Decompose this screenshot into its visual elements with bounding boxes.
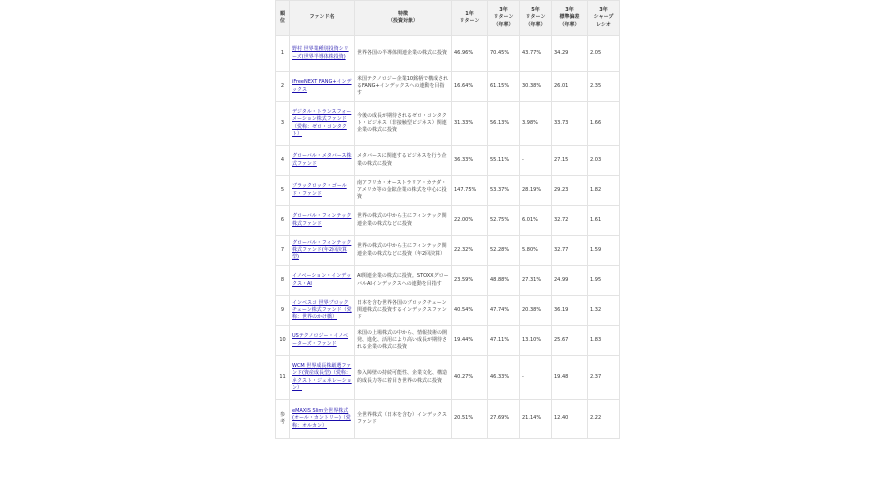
return-5y-cell: - — [520, 356, 552, 400]
return-3y-cell: 61.15% — [488, 72, 520, 102]
feature-cell: 全世界株式（日本を含む）インデックスファンド — [355, 400, 452, 439]
sharpe-3y-cell: 1.95 — [588, 266, 620, 296]
feature-cell: 世界の株式の中から主にフィンテック関連企業の株式などに投資（年2回決算） — [355, 236, 452, 266]
return-5y-cell: 20.38% — [520, 296, 552, 326]
feature-cell: 今後の成長が期待されるゼロ・コンタクト・ビジネス（非接触型ビジネス）関連企業の株式に投資 — [355, 102, 452, 146]
table-header-row — [276, 1, 620, 36]
return-5y-cell: 28.19% — [520, 176, 552, 206]
fund-name-link[interactable]: USテクノロジー・イノベーターズ・ファンド — [290, 326, 355, 356]
rank-cell: 5 — [276, 176, 290, 206]
fund-name-link[interactable]: グローバル・フィンテック株式ファンド(年2回決算型) — [290, 236, 355, 266]
fund-name-link[interactable]: グローバル・フィンテック株式ファンド — [290, 206, 355, 236]
sharpe-3y-cell: 2.03 — [588, 146, 620, 176]
feature-cell: 南アフリカ・オーストラリア・カナダ・アメリカ等の金鉱企業の株式を中心に投資 — [355, 176, 452, 206]
table-row — [276, 176, 620, 206]
stddev-3y-cell: 32.77 — [552, 236, 588, 266]
fund-ranking-table — [275, 0, 620, 439]
rank-cell: 3 — [276, 102, 290, 146]
table-row — [276, 356, 620, 400]
rank-cell: 9 — [276, 296, 290, 326]
sharpe-3y-cell: 1.82 — [588, 176, 620, 206]
rank-cell: 参考 — [276, 400, 290, 439]
fund-name-link[interactable]: iFreeNEXT FANG+インデックス — [290, 72, 355, 102]
rank-cell: 8 — [276, 266, 290, 296]
fund-name-link[interactable]: eMAXIS Slim全世界株式(オール・カントリー)（愛称：オルカン） — [290, 400, 355, 439]
return-5y-cell: 5.80% — [520, 236, 552, 266]
rank-cell: 1 — [276, 36, 290, 72]
return-3y-cell: 52.28% — [488, 236, 520, 266]
sharpe-3y-cell: 2.22 — [588, 400, 620, 439]
table-row — [276, 296, 620, 326]
rank-cell: 2 — [276, 72, 290, 102]
feature-cell: AI関連企業の株式に投資。STOXXグローバルAIインデックスへの連動を目指す — [355, 266, 452, 296]
stddev-3y-cell: 29.23 — [552, 176, 588, 206]
return-5y-cell: 13.10% — [520, 326, 552, 356]
stddev-3y-cell: 33.73 — [552, 102, 588, 146]
stddev-3y-cell: 26.01 — [552, 72, 588, 102]
table-row — [276, 36, 620, 72]
return-1y-cell: 31.33% — [452, 102, 488, 146]
table-row — [276, 326, 620, 356]
return-3y-cell: 46.33% — [488, 356, 520, 400]
return-5y-cell: 21.14% — [520, 400, 552, 439]
fund-ranking-table-container — [275, 0, 619, 439]
table-row — [276, 206, 620, 236]
fund-name-link[interactable]: ブラックロック・ゴールド・ファンド — [290, 176, 355, 206]
sharpe-3y-cell: 2.35 — [588, 72, 620, 102]
sharpe-3y-cell: 1.66 — [588, 102, 620, 146]
fund-name-link[interactable]: WCM 世界成長株厳選ファンド(資産成長型)（愛称：ネクスト・ジェネレーション） — [290, 356, 355, 400]
feature-cell: 世界の株式の中から主にフィンテック関連企業の株式などに投資 — [355, 206, 452, 236]
return-3y-cell: 70.45% — [488, 36, 520, 72]
return-1y-cell: 23.59% — [452, 266, 488, 296]
stddev-3y-cell: 32.72 — [552, 206, 588, 236]
return-1y-cell: 19.44% — [452, 326, 488, 356]
stddev-3y-cell: 12.40 — [552, 400, 588, 439]
header-rank: 順位 — [276, 1, 290, 36]
fund-name-link[interactable]: インベスコ 世界ブロックチェーン株式ファンド（愛称：世界のかけ橋） — [290, 296, 355, 326]
header-stddev-3y: 3年 標準偏差 （年率） — [552, 1, 588, 36]
return-1y-cell: 16.64% — [452, 72, 488, 102]
fund-name-link[interactable]: グローバル・メタバース株式ファンド — [290, 146, 355, 176]
header-return-1y: 1年 リターン — [452, 1, 488, 36]
return-3y-cell: 48.88% — [488, 266, 520, 296]
return-5y-cell: 6.01% — [520, 206, 552, 236]
header-return-5y: 5年 リターン （年率） — [520, 1, 552, 36]
stddev-3y-cell: 27.15 — [552, 146, 588, 176]
rank-cell: 7 — [276, 236, 290, 266]
return-3y-cell: 55.11% — [488, 146, 520, 176]
feature-cell: 日本を含む世界各国のブロックチェーン関連株式に投資するインデックスファンド — [355, 296, 452, 326]
sharpe-3y-cell: 1.61 — [588, 206, 620, 236]
return-3y-cell: 56.13% — [488, 102, 520, 146]
stddev-3y-cell: 34.29 — [552, 36, 588, 72]
return-5y-cell: - — [520, 146, 552, 176]
return-1y-cell: 40.27% — [452, 356, 488, 400]
sharpe-3y-cell: 2.37 — [588, 356, 620, 400]
return-1y-cell: 147.75% — [452, 176, 488, 206]
header-fund-name: ファンド名 — [290, 1, 355, 36]
return-1y-cell: 36.33% — [452, 146, 488, 176]
table-row — [276, 72, 620, 102]
feature-cell: 参入障壁の持続可能性、企業文化、構造的成長力等に着目き世界の株式に投資 — [355, 356, 452, 400]
header-feature: 特徴 （投資対象） — [355, 1, 452, 36]
return-5y-cell: 27.31% — [520, 266, 552, 296]
return-1y-cell: 22.00% — [452, 206, 488, 236]
rank-cell: 6 — [276, 206, 290, 236]
rank-cell: 10 — [276, 326, 290, 356]
table-row — [276, 146, 620, 176]
feature-cell: 米国テクノロジー企業10銘柄で構成されるFANG+インデックスへの連動を目指す — [355, 72, 452, 102]
fund-name-link[interactable]: 野村 世界業種別投資シリーズ(世界半導体株投資) — [290, 36, 355, 72]
rank-cell: 11 — [276, 356, 290, 400]
return-1y-cell: 40.54% — [452, 296, 488, 326]
return-3y-cell: 52.75% — [488, 206, 520, 236]
return-1y-cell: 46.96% — [452, 36, 488, 72]
return-3y-cell: 47.74% — [488, 296, 520, 326]
sharpe-3y-cell: 2.05 — [588, 36, 620, 72]
header-return-3y: 3年 リターン （年率） — [488, 1, 520, 36]
return-1y-cell: 20.51% — [452, 400, 488, 439]
return-3y-cell: 47.11% — [488, 326, 520, 356]
return-5y-cell: 43.77% — [520, 36, 552, 72]
header-sharpe-3y: 3年 シャープ レシオ — [588, 1, 620, 36]
feature-cell: 米国の上場株式の中から、情報技術の開発、進化、活用により高い成長が期待される企業の株式に投資 — [355, 326, 452, 356]
stddev-3y-cell: 19.48 — [552, 356, 588, 400]
sharpe-3y-cell: 1.32 — [588, 296, 620, 326]
fund-name-link[interactable]: デジタル・トランスフォーメーション株式ファンド（愛称：ゼロ・コンタクト） — [290, 102, 355, 146]
stddev-3y-cell: 36.19 — [552, 296, 588, 326]
feature-cell: 世界各国の半導体関連企業の株式に投資 — [355, 36, 452, 72]
return-1y-cell: 22.32% — [452, 236, 488, 266]
return-5y-cell: 3.98% — [520, 102, 552, 146]
stddev-3y-cell: 25.67 — [552, 326, 588, 356]
rank-cell: 4 — [276, 146, 290, 176]
table-row — [276, 102, 620, 146]
return-3y-cell: 27.69% — [488, 400, 520, 439]
sharpe-3y-cell: 1.83 — [588, 326, 620, 356]
sharpe-3y-cell: 1.59 — [588, 236, 620, 266]
table-row — [276, 236, 620, 266]
fund-name-link[interactable]: イノベーション・インデックス・AI — [290, 266, 355, 296]
table-row — [276, 266, 620, 296]
stddev-3y-cell: 24.99 — [552, 266, 588, 296]
feature-cell: メタバースに関連するビジネスを行う企業の株式に投資 — [355, 146, 452, 176]
return-5y-cell: 30.38% — [520, 72, 552, 102]
table-row — [276, 400, 620, 439]
return-3y-cell: 53.37% — [488, 176, 520, 206]
